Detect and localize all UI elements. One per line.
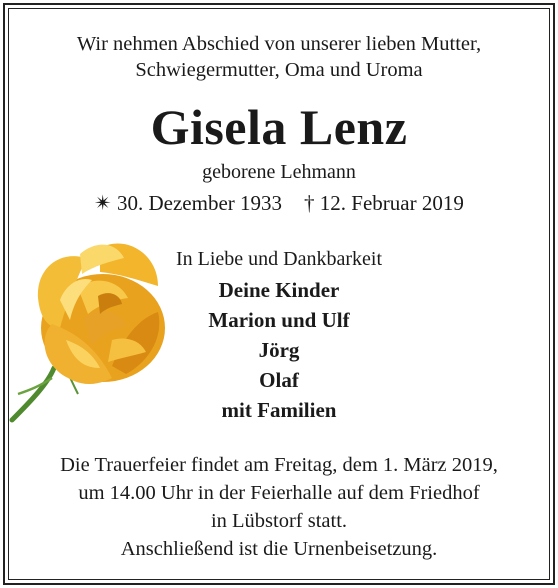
mourner-1: Deine Kinder — [218, 278, 340, 302]
service-line-2: um 14.00 Uhr in der Feierhalle auf dem Friedhof — [78, 482, 480, 504]
mourner-2: Marion und Ulf — [208, 308, 350, 332]
death-cross-icon: † — [304, 191, 315, 215]
mourner-4: Olaf — [259, 368, 299, 392]
mourner-3: Jörg — [258, 338, 300, 362]
service-line-1: Die Trauerfeier findet am Freitag, dem 1. März 2019, — [60, 454, 498, 476]
mourners-heading: In Liebe und Dankbarkeit — [175, 248, 383, 270]
mourner-5: mit Familien — [221, 398, 337, 422]
birth-star-icon: ✴ — [94, 191, 112, 215]
birth-date: 30. Dezember 1933 — [117, 191, 283, 215]
intro-line-2: Schwiegermutter, Oma und Uroma — [135, 59, 423, 81]
birth-name: geborene Lehmann — [202, 161, 356, 183]
life-dates — [0, 190, 558, 216]
intro-line-1: Wir nehmen Abschied von unserer lieben Mutter, — [76, 33, 482, 55]
death-date: 12. Februar 2019 — [319, 191, 464, 215]
service-line-3: in Lübstorf statt. — [210, 510, 348, 532]
deceased-name: Gisela Lenz — [150, 99, 408, 155]
service-line-4: Anschließend ist die Urnenbeisetzung. — [120, 538, 438, 560]
